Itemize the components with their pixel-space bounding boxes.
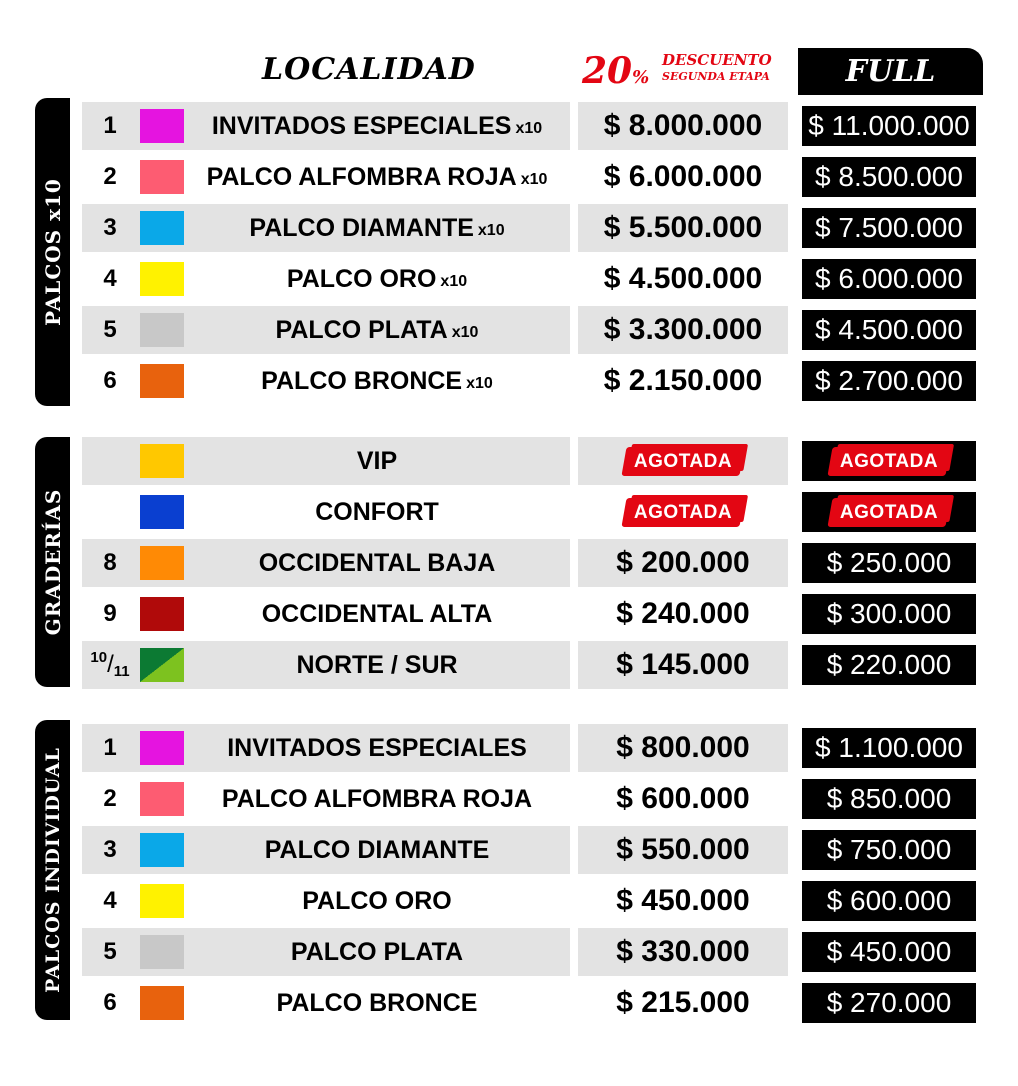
table-row (0, 724, 1018, 772)
sold-out-badge: AGOTADA (827, 498, 950, 527)
full-price: $ 11.000.000 (800, 104, 978, 148)
full-price: $ 4.500.000 (800, 308, 978, 352)
row-number (88, 437, 132, 485)
locality-name: OCCIDENTAL BAJA (258, 548, 496, 577)
discount-price (578, 437, 788, 485)
locality-name: INVITADOS ESPECIALES (227, 733, 527, 762)
row-number: 8 (103, 549, 117, 576)
row-number: 1 (103, 112, 117, 139)
full-price: $ 220.000 (800, 643, 978, 687)
row-number: 2 (103, 163, 117, 190)
color-swatch (140, 597, 184, 631)
color-swatch (140, 833, 184, 867)
table-row (0, 641, 1018, 689)
color-swatch (140, 648, 184, 682)
row-number: 9 (103, 600, 117, 627)
sold-out-badge: AGOTADA (827, 447, 950, 476)
row-number: 4 (103, 265, 117, 292)
discount-price: $ 330.000 (616, 935, 750, 968)
color-swatch (140, 986, 184, 1020)
color-swatch (140, 160, 184, 194)
locality-name: VIP (356, 446, 398, 475)
sold-out-badge: AGOTADA (621, 447, 744, 476)
locality-name: PALCO ALFOMBRA ROJA (221, 784, 533, 813)
table-row (0, 928, 1018, 976)
row-number: 5 (103, 938, 117, 965)
full-price: $ 1.100.000 (800, 726, 978, 770)
discount-label: DESCUENTO (662, 51, 772, 69)
full-price: $ 7.500.000 (800, 206, 978, 250)
discount-price: $ 550.000 (616, 833, 750, 866)
discount-price: $ 5.500.000 (603, 211, 763, 244)
full-price (800, 439, 978, 483)
table-row (0, 979, 1018, 1027)
color-swatch (140, 444, 184, 478)
full-price: $ 2.700.000 (800, 359, 978, 403)
discount-price: $ 6.000.000 (603, 160, 763, 193)
color-swatch (140, 546, 184, 580)
discount-price: $ 8.000.000 (603, 109, 763, 142)
full-price: $ 8.500.000 (800, 155, 978, 199)
discount-price: $ 4.500.000 (603, 262, 763, 295)
table-row (0, 357, 1018, 405)
full-price: $ 6.000.000 (800, 257, 978, 301)
row-number: 1 (103, 734, 117, 761)
locality-name: PALCO BRONCE x10 (261, 366, 493, 395)
discount-percent: 20% (582, 50, 650, 92)
discount-price: $ 145.000 (616, 648, 750, 681)
table-row (0, 153, 1018, 201)
unit-suffix: x10 (515, 120, 543, 137)
table-row (0, 102, 1018, 150)
row-number: 6 (103, 989, 117, 1016)
locality-name: PALCO DIAMANTE x10 (249, 213, 505, 242)
locality-name: OCCIDENTAL ALTA (261, 599, 493, 628)
row-number: 5 (103, 316, 117, 343)
discount-header (582, 50, 792, 94)
row-number: 3 (103, 836, 117, 863)
section-label: PALCOS x10 (40, 178, 65, 326)
unit-suffix: x10 (477, 222, 505, 239)
table-row (0, 255, 1018, 303)
full-price: $ 600.000 (800, 879, 978, 923)
locality-name: PALCO ORO x10 (286, 264, 468, 293)
full-price-header: FULL (798, 48, 983, 95)
locality-name: PALCO ORO (302, 886, 452, 915)
full-price: $ 850.000 (800, 777, 978, 821)
table-row (0, 306, 1018, 354)
section-label: GRADERÍAS (40, 488, 65, 636)
locality-name: PALCO BRONCE (276, 988, 478, 1017)
color-swatch (140, 109, 184, 143)
locality-name: CONFORT (315, 497, 439, 526)
discount-price: $ 215.000 (616, 986, 750, 1019)
row-number: 4 (103, 887, 117, 914)
unit-suffix: x10 (451, 324, 479, 341)
row-number: 6 (103, 367, 117, 394)
table-row (0, 826, 1018, 874)
row-number: 10 / 11 (90, 648, 130, 680)
full-price: $ 250.000 (800, 541, 978, 585)
table-row (0, 437, 1018, 485)
row-number: 3 (103, 214, 117, 241)
discount-price (578, 488, 788, 536)
full-price: $ 300.000 (800, 592, 978, 636)
discount-price: $ 240.000 (616, 597, 750, 630)
color-swatch (140, 884, 184, 918)
locality-name: PALCO PLATA x10 (275, 315, 479, 344)
locality-name: PALCO DIAMANTE (264, 835, 490, 864)
color-swatch (140, 935, 184, 969)
color-swatch (140, 313, 184, 347)
color-swatch (140, 211, 184, 245)
discount-price: $ 2.150.000 (603, 364, 763, 397)
color-swatch (140, 262, 184, 296)
section-label: PALCOS INDIVIDUAL (41, 747, 64, 993)
full-price (800, 490, 978, 534)
full-price: $ 450.000 (800, 930, 978, 974)
unit-suffix: x10 (466, 375, 493, 392)
table-row (0, 877, 1018, 925)
full-price: $ 750.000 (800, 828, 978, 872)
discount-price: $ 450.000 (616, 884, 750, 917)
unit-suffix: x10 (520, 171, 548, 188)
color-swatch (140, 782, 184, 816)
localidad-header: LOCALIDAD (262, 52, 476, 87)
row-number: 2 (103, 785, 117, 812)
row-number (88, 488, 132, 536)
color-swatch (140, 731, 184, 765)
discount-stage-label: SEGUNDA ETAPA (662, 70, 770, 83)
color-swatch (140, 495, 184, 529)
table-row (0, 488, 1018, 536)
table-row (0, 590, 1018, 638)
full-price: $ 270.000 (800, 981, 978, 1025)
locality-name: NORTE / SUR (296, 650, 458, 679)
table-row (0, 539, 1018, 587)
unit-suffix: x10 (440, 273, 468, 290)
color-swatch (140, 364, 184, 398)
locality-name: PALCO PLATA (290, 937, 464, 966)
table-row (0, 775, 1018, 823)
locality-name: PALCO ALFOMBRA ROJA x10 (206, 162, 548, 191)
sold-out-badge: AGOTADA (621, 498, 744, 527)
discount-price: $ 200.000 (616, 546, 750, 579)
discount-price: $ 600.000 (616, 782, 750, 815)
locality-name: INVITADOS ESPECIALES x10 (211, 111, 543, 140)
table-row (0, 204, 1018, 252)
discount-price: $ 800.000 (616, 731, 750, 764)
discount-price: $ 3.300.000 (603, 313, 763, 346)
